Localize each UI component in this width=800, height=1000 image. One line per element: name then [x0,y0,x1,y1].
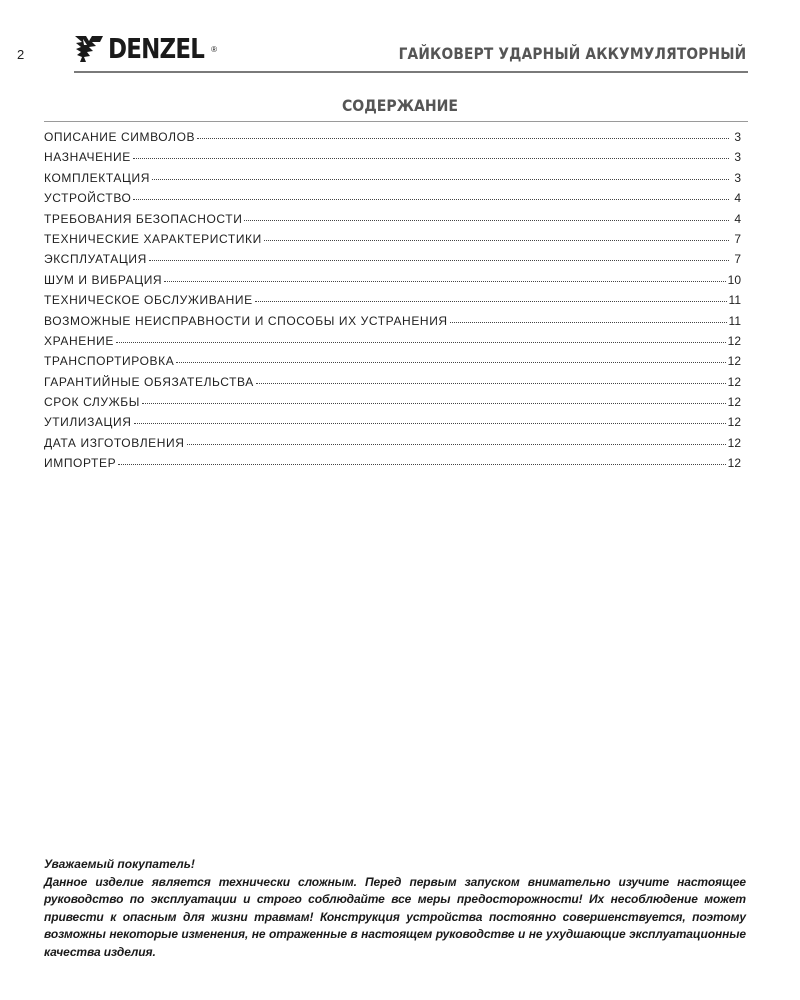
toc-entry-page: 10 [727,272,741,287]
toc-heading: СОДЕРЖАНИЕ [341,96,459,115]
toc-entry-label: УСТРОЙСТВО [44,191,132,206]
toc-entry-page: 11 [728,313,741,328]
toc-entry-label: СРОК СЛУЖБЫ [44,395,141,410]
toc-entry[interactable] [44,375,741,395]
notice-greeting: Уважаемый покупатель! [44,857,195,871]
toc-leader-dots [256,383,726,384]
toc-entry-label: ТРЕБОВАНИЯ БЕЗОПАСНОСТИ [44,211,243,226]
brand-logo [74,32,217,66]
header-divider [74,71,748,73]
toc-entry[interactable] [44,232,741,252]
toc-leader-dots [118,464,725,465]
toc-entry[interactable] [44,354,741,374]
toc-entry-label: ШУМ И ВИБРАЦИЯ [44,272,163,287]
toc-entry[interactable] [44,314,741,334]
toc-entry[interactable] [44,415,741,435]
toc-entry-label: ТЕХНИЧЕСКИЕ ХАРАКТЕРИСТИКИ [44,231,262,246]
toc-leader-dots [164,281,725,282]
toc-leader-dots [187,444,726,445]
toc-entry[interactable] [44,150,741,170]
toc-entry-label: ТРАНСПОРТИРОВКА [44,354,175,369]
toc-entry-page: 7 [734,252,741,267]
toc-entry-label: ДАТА ИЗГОТОВЛЕНИЯ [44,435,185,450]
toc-entry[interactable] [44,273,741,293]
toc-leader-dots [149,260,729,261]
toc-entry-page: 12 [727,395,741,410]
notice-body: Данное изделие является технически сложным. Перед первым запуском внимательно изучите настоящее руководство по эксплуатации и строго соблюдайте все меры предосторожности! Их несоблюдение может привести к опасным для жизни травмам! Конструкция устройства постоянно совершенствуется, поэтому возможны некоторые изменения, не отраженные в настоящем руководстве и не ухудшающие эксплуатационные качества изделия. [44,874,746,959]
toc-leader-dots [134,423,726,424]
toc-entry[interactable] [44,334,741,354]
toc-entry-page: 12 [727,374,741,389]
registered-mark: ® [211,44,217,54]
toc-entry-label: ГАРАНТИЙНЫЕ ОБЯЗАТЕЛЬСТВА [44,374,254,389]
toc-entry[interactable] [44,171,741,191]
toc-entry-page: 3 [734,150,741,165]
toc-entry-page: 4 [734,191,741,206]
toc-leader-dots [255,301,727,302]
toc-divider [44,121,748,122]
toc-entry-page: 4 [734,211,741,226]
toc-entry-label: УТИЛИЗАЦИЯ [44,415,132,430]
toc-leader-dots [176,362,725,363]
toc-entry-label: ХРАНЕНИЕ [44,333,114,348]
toc-leader-dots [244,220,729,221]
toc-entry-label: ИМПОРТЕР [44,456,117,471]
toc-entry-label: ТЕХНИЧЕСКОЕ ОБСЛУЖИВАНИЕ [44,293,253,308]
toc-entry-label: КОМПЛЕКТАЦИЯ [44,170,150,185]
toc-entry-page: 12 [727,415,741,430]
toc-entry[interactable] [44,436,741,456]
toc-entry-page: 7 [734,231,741,246]
table-of-contents [44,130,741,477]
toc-leader-dots [264,240,729,241]
toc-entry-label: ОПИСАНИЕ СИМВОЛОВ [44,130,196,144]
toc-entry-label: ЭКСПЛУАТАЦИЯ [44,252,147,267]
toc-entry-page: 3 [734,170,741,185]
toc-entry[interactable] [44,212,741,232]
toc-leader-dots [116,342,726,343]
toc-entry-page: 3 [734,130,741,144]
customer-notice [44,856,746,961]
brand-name: DENZEL [108,32,205,65]
toc-leader-dots [142,403,726,404]
toc-entry-page: 12 [727,333,741,348]
toc-leader-dots [152,179,729,180]
toc-leader-dots [133,158,729,159]
toc-entry-page: 12 [727,435,741,450]
toc-entry-page: 11 [728,293,741,308]
toc-leader-dots [133,199,729,200]
toc-entry[interactable] [44,130,741,150]
toc-entry[interactable] [44,456,741,476]
eagle-emblem-icon [74,33,104,65]
toc-entry-page: 12 [727,354,741,369]
document-title: ГАЙКОВЕРТ УДАРНЫЙ АККУМУЛЯТОРНЫЙ [398,44,746,63]
toc-entry[interactable] [44,252,741,272]
toc-entry-page: 12 [727,456,741,471]
toc-leader-dots [197,138,729,139]
toc-entry[interactable] [44,395,741,415]
toc-entry[interactable] [44,293,741,313]
toc-entry-label: ВОЗМОЖНЫЕ НЕИСПРАВНОСТИ И СПОСОБЫ ИХ УСТРАНЕНИЯ [44,313,448,328]
toc-leader-dots [450,322,727,323]
toc-entry[interactable] [44,191,741,211]
page-number: 2 [17,47,25,62]
toc-entry-label: НАЗНАЧЕНИЕ [44,150,131,165]
